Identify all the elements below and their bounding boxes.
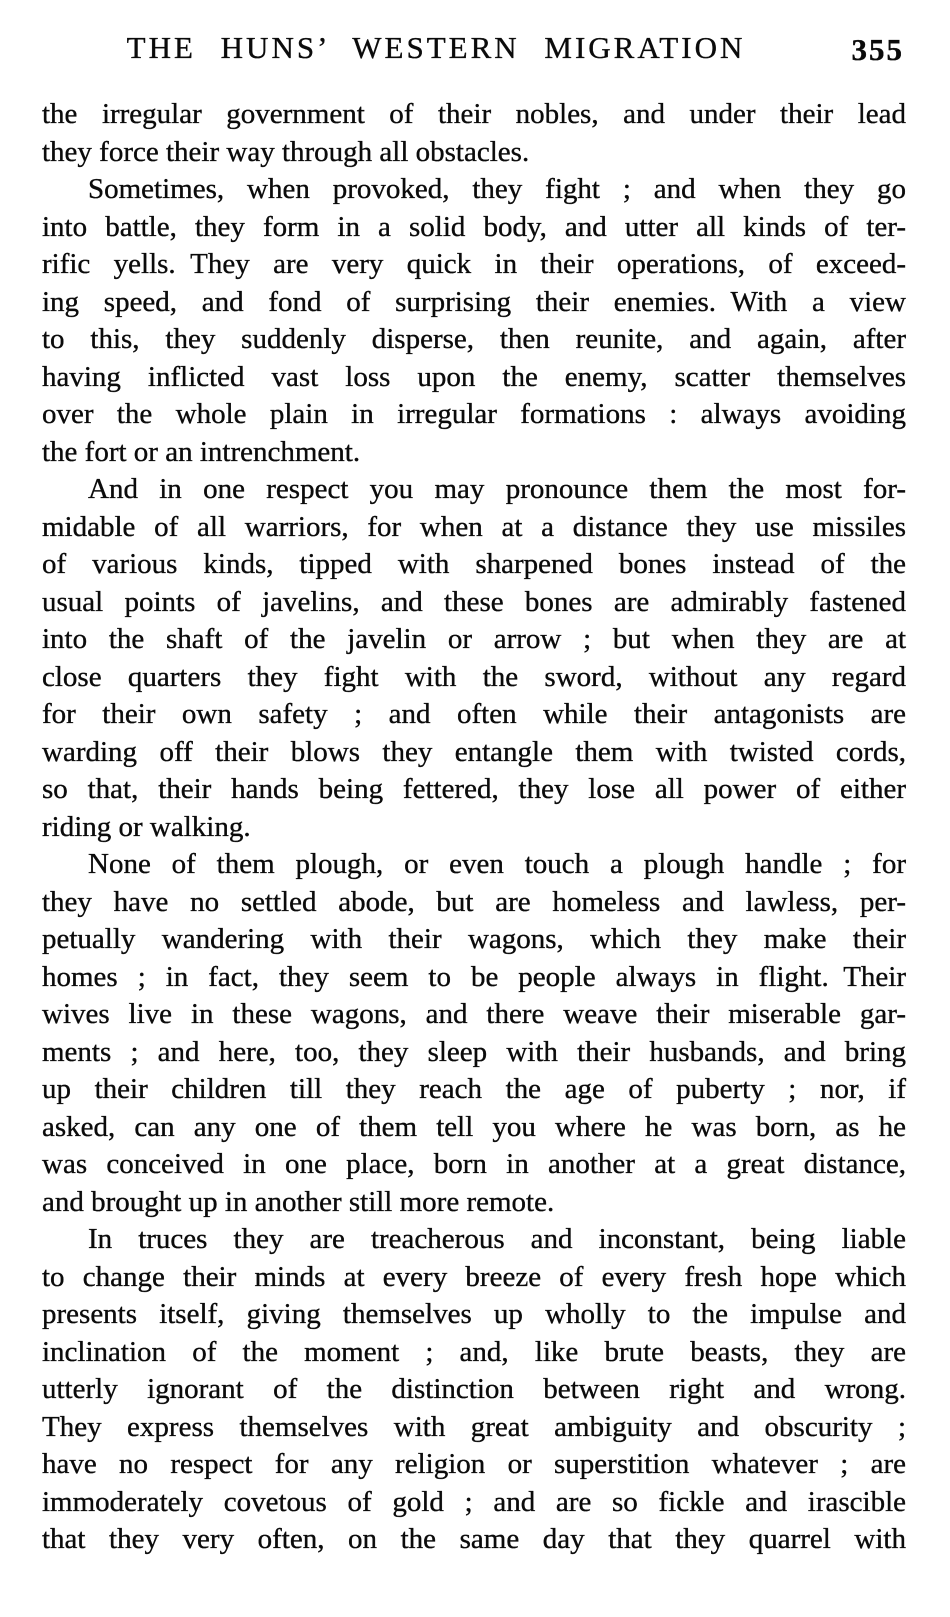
- text-line: close quarters they fight with the sword, without any regard: [42, 660, 906, 693]
- text-line: usual points of javelins, and these bones are admirably fastened: [42, 585, 906, 618]
- text-line: immoderately covetous of gold ; and are so fickle and irascible: [42, 1485, 906, 1518]
- text-line: midable of all warriors, for when at a distance they use missiles: [42, 510, 906, 543]
- page-body: [42, 96, 906, 1559]
- text-line: In truces they are treacherous and inconstant, being liable: [88, 1223, 906, 1255]
- page-header: [42, 30, 906, 72]
- text-line: homes ; in fact, they seem to be people always in flight. Their: [42, 960, 906, 993]
- text-line: None of them plough, or even touch a plough handle ; for: [88, 848, 906, 880]
- text-line: presents itself, giving themselves up wholly to the impulse and: [42, 1298, 906, 1330]
- text-line: was conceived in one place, born in another at a great distance,: [42, 1148, 906, 1180]
- text-line: over the whole plain in irregular formations : always avoiding: [42, 398, 906, 430]
- text-line: warding off their blows they entangle them with twisted cords,: [42, 735, 906, 768]
- text-line: petually wandering with their wagons, which they make their: [42, 923, 906, 955]
- text-line: ing speed, and fond of surprising their enemies. With a view: [42, 285, 906, 318]
- paragraph: [42, 846, 906, 1221]
- text-line: up their children till they reach the age of puberty ; nor, if: [42, 1073, 906, 1105]
- text-line: asked, can any one of them tell you where he was born, as he: [42, 1110, 906, 1143]
- text-line: and brought up in another still more remote.: [42, 1185, 555, 1218]
- text-line: the irregular government of their nobles, and under their lead: [42, 98, 906, 130]
- text-line: into battle, they form in a solid body, and utter all kinds of ter-: [42, 210, 906, 243]
- text-line: wives live in these wagons, and there weave their miserable gar-: [42, 998, 906, 1030]
- text-line: for their own safety ; and often while their antagonists are: [42, 698, 906, 730]
- text-line: so that, their hands being fettered, they lose all power of either: [42, 773, 906, 805]
- text-line: the fort or an intrenchment.: [42, 435, 361, 468]
- paragraph: [42, 471, 906, 846]
- text-line: that they very often, on the same day that they quarrel with: [42, 1523, 906, 1555]
- text-line: of various kinds, tipped with sharpened bones instead of the: [42, 548, 906, 580]
- text-line: rific yells. They are very quick in their operations, of exceed-: [42, 248, 906, 280]
- paragraph: [42, 171, 906, 471]
- running-title: THE HUNS’ WESTERN MIGRATION: [126, 30, 746, 65]
- text-line: to change their minds at every breeze of every fresh hope which: [42, 1260, 906, 1293]
- text-line: Sometimes, when provoked, they fight ; and when they go: [88, 173, 906, 205]
- text-line: they force their way through all obstacles.: [42, 135, 530, 168]
- text-line: into the shaft of the javelin or arrow ; but when they are at: [42, 623, 906, 655]
- text-line: to this, they suddenly disperse, then reunite, and again, after: [42, 323, 906, 355]
- paragraph: [42, 1221, 906, 1559]
- text-line: ments ; and here, too, they sleep with their husbands, and bring: [42, 1035, 906, 1068]
- page-number: 355: [851, 32, 904, 67]
- text-line: They express themselves with great ambiguity and obscurity ;: [42, 1410, 906, 1443]
- text-line: And in one respect you may pronounce them the most for-: [88, 473, 906, 505]
- text-line: they have no settled abode, but are homeless and lawless, per-: [42, 885, 906, 918]
- paragraph: [42, 96, 906, 171]
- text-line: riding or walking.: [42, 810, 251, 843]
- text-line: have no respect for any religion or superstition whatever ; are: [42, 1448, 906, 1480]
- text-line: utterly ignorant of the distinction between right and wrong.: [42, 1373, 906, 1405]
- text-line: inclination of the moment ; and, like brute beasts, they are: [42, 1335, 906, 1368]
- text-line: having inflicted vast loss upon the enemy, scatter themselves: [42, 360, 906, 393]
